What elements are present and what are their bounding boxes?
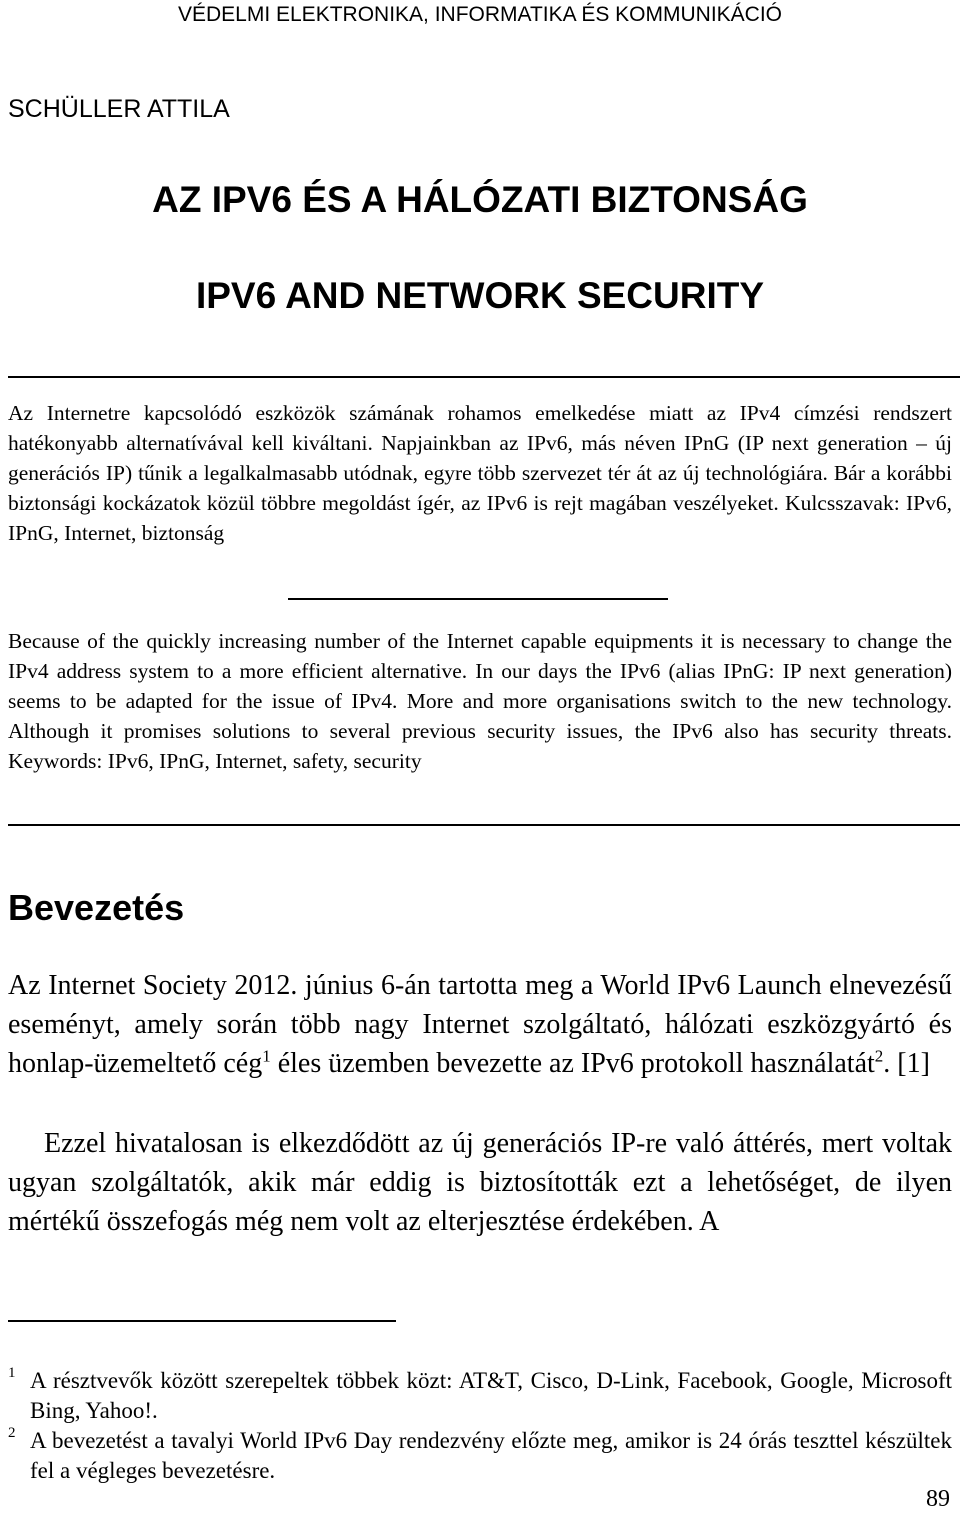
abstract-bottom-rule	[8, 824, 960, 826]
body-paragraph-1	[8, 966, 952, 1083]
author-name: SCHÜLLER ATTILA	[8, 95, 230, 123]
abstract-top-rule	[8, 376, 960, 378]
footnote-1-number: 1	[8, 1365, 16, 1381]
paragraph-1-part-a: Az Internet Society 2012. június 6-án tartotta meg a World IPv6 Launch elnevezésű eseményt, amely során több nagy Internet szolgáltató, hálózati eszközgyártó és honlap-üzemeltető cég	[8, 970, 952, 1079]
abstract-hungarian: Az Internetre kapcsolódó eszközök számának rohamos emelkedése miatt az IPv4 címzési rendszert hatékonyabb alternatívával kell kiváltani. Napjainkban az IPv6, más néven IPnG (IP next generation – új generációs IP) tűnik a legalkalmasabb utódnak, egyre több szervezet tér át az új technológiára. Bár a korábbi biztonsági kockázatok közül többre megoldást ígér, az IPv6 is rejt magában veszélyeket. Kulcsszavak: IPv6, IPnG, Internet, biztonság	[8, 401, 952, 545]
footnote-ref-1[interactable]: 1	[262, 1046, 271, 1066]
body-paragraph-2: Ezzel hivatalosan is elkezdődött az új generációs IP-re való áttérés, mert voltak ugyan szolgáltatók, akik már eddig is biztosították ezt a lehetőséget, de ilyen mértékű összefogás még nem volt az elterjesztése érdekében. A	[8, 1128, 952, 1237]
footnote-ref-2[interactable]: 2	[874, 1046, 884, 1066]
footnote-1	[8, 1366, 952, 1426]
paragraph-1-part-b: éles üzemben bevezette az IPv6 protokoll használatát	[270, 1048, 875, 1079]
footnote-2-number: 2	[8, 1425, 16, 1441]
title-english: IPV6 AND NETWORK SECURITY	[195, 275, 765, 316]
footnote-1-text: A résztvevők között szerepeltek többek közt: AT&T, Cisco, D-Link, Facebook, Google, Microsoft Bing, Yahoo!.	[30, 1368, 952, 1423]
abstract-separator	[288, 598, 668, 600]
footnote-separator	[8, 1320, 396, 1322]
abstract-english: Because of the quickly increasing number of the Internet capable equipments it is necessary to change the IPv4 address system to a more efficient alternative. In our days the IPv6 (alias IPnG: IP next generation) seems to be adapted for the issue of IPv4. More and more organisations switch to the new technology. Although it promises solutions to several previous security issues, the IPv6 also has security threats. Keywords: IPv6, IPnG, Internet, safety, security	[8, 629, 952, 773]
section-heading: Bevezetés	[8, 887, 185, 928]
footnote-2-text: A bevezetést a tavalyi World IPv6 Day rendezvény előzte meg, amikor is 24 órás teszttel készültek fel a végleges bevezetésre.	[30, 1428, 952, 1483]
page-number: 89	[926, 1486, 950, 1512]
running-header: VÉDELMI ELEKTRONIKA, INFORMATIKA ÉS KOMMUNIKÁCIÓ	[177, 3, 783, 26]
title-hungarian: AZ IPV6 ÉS A HÁLÓZATI BIZTONSÁG	[152, 179, 808, 220]
paragraph-1-part-c: . [1]	[883, 1048, 930, 1079]
footnote-2	[8, 1426, 952, 1486]
